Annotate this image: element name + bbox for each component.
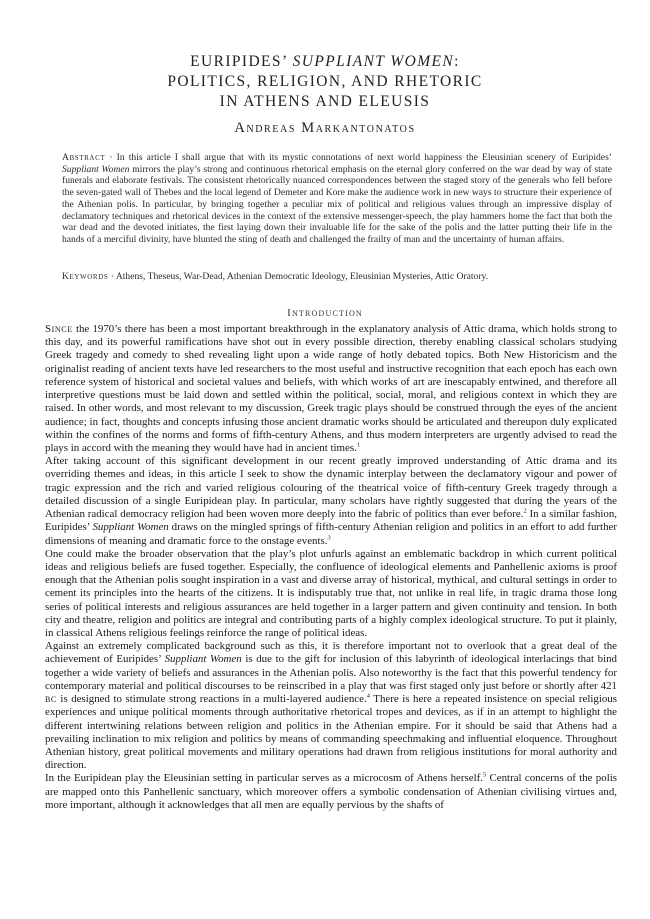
title-play-name: SUPPLIANT WOMEN (292, 53, 455, 70)
section-heading-introduction: Introduction (287, 307, 363, 319)
paragraph-text: In a similar fashion, Euripides’ (45, 508, 617, 534)
abstract-play-name: Suppliant Women (62, 163, 130, 175)
article-title (0, 52, 650, 112)
paragraph-text: There is here a repeated insistence on special religious experiences and unique political moments through authoritative rhetorical tropes and devices, as if in an attempt to highlight the different intertwining relations between religion and politics in the Athenian empire. For it should be said that Athens had a prevailing inclination to mix religion and politics by means of commanding speechmaking and influential eloquence. Throughout Athenian history, great political movements and military operations had drawn from religious institutions for moral authority and direction. (45, 693, 617, 772)
abstract-text: mirrors the play’s strong and continuous rhetorical emphasis on the eternal glory conferred on the war dead by way of state funerals and elaborate festivals. The consistent rhetorically nuanced correspondences between the staged story of the generals who fell before the seven-gated wall of Thebes and the local legend of Demeter and Kore make the audience work in new ways to structure their experience of the Athenian polis. In particular, by bringing together a peculiar mix of political and religious values through an impressive display of declamatory techniques and rhetorical devices in the context of the extensive messenger-speech, the play hammers home the fact that both the war dead and the devoted initiates, the first laying down their invaluable life for the sake of the polis and the latter putting their life in the hands of a merciful divinity, have blunted the sting of death and challenged the frailty of man and the uncertainty of human affairs. (62, 163, 612, 245)
paragraph-text: is designed to stimulate strong reactions in a multi-layered audience. (56, 693, 367, 706)
title-line-3: IN ATHENS AND ELEUSIS (219, 93, 431, 110)
author-name: Andreas Markantonatos (234, 120, 416, 136)
paragraph-text: the 1970’s there has been a most important breakthrough in the explanatory analysis of Attic drama, which holds strong to this day, and its powerful ramifications have shot out in every possible direction, thereby enabling classical scholars studying Greek tragedy and comedy to shed revealing light upon a wide range of hotly debated topics. Both New Historicism and the originalist reading of ancient texts have led researchers to the most useful and instructive recognition that each epoch has each own reference system of historical and societal values and beliefs, with which works of art are inescapably entwined, and therefore all interpretive questions must be laid down and settled within the political, social, moral, and religious context in which they are raised. In other words, and most relevant to my discussion, Greek tragic plays should be construed through the eyes of the ancient audience; in fact, thoughts and concepts infusing those ancient dramatic works should be articulated and thereupon duly explicated within the confines of the norms and forms of fifth-century Athens, and thus modern interpreters are urgently advised to read the plays in accord with the meaning they would have had in ancient times. (45, 323, 617, 454)
article-body (45, 323, 617, 812)
title-line-2: POLITICS, RELIGION, AND RHETORIC (167, 73, 483, 90)
paragraph-5 (45, 772, 617, 812)
title-colon: : (454, 53, 460, 70)
keywords-text: Athens, Theseus, War-Dead, Athenian Democratic Ideology, Eleusinian Mysteries, Attic Oratory. (115, 271, 489, 282)
footnote-marker: 1 (356, 441, 361, 449)
footnote-marker: 3 (327, 533, 331, 541)
paragraph-text: Against an extremely complicated background such as this, it is therefore important not to overlook that a great deal of the achievement of Euripides’ (45, 640, 617, 666)
keywords-label: Keywords (62, 271, 109, 282)
paragraph-text: In the Euripidean play the Eleusinian setting in particular serves as a microcosm of Athens herself. (45, 772, 483, 785)
abstract-label: Abstract (62, 152, 106, 163)
paragraph-text: Central concerns of the polis are mapped onto this Panhellenic sanctuary, which moreover offers a symbolic condensation of Athenian civilising virtues and, more important, although it acknowledges that all men are equally pervious by the shafts of (45, 772, 617, 811)
abstract (62, 152, 612, 246)
keywords-separator: · (108, 271, 116, 282)
footnote-marker: 5 (482, 771, 487, 779)
paragraph-2 (45, 455, 617, 548)
title-text: EURIPIDES’ (190, 53, 293, 70)
footnote-marker: 2 (523, 507, 527, 515)
paragraph-lead-word: Since (45, 323, 73, 335)
paragraph-text: draws on the mingled springs of fifth-century Athenian religion and politics in an effort to add further dimensions of meaning and dramatic force to the onstage events. (45, 521, 617, 547)
paragraph-text: After taking account of this significant development in our recent greatly improved understanding of Attic drama and its overriding themes and ideas, in this article I seek to show the dynamic interplay between the declamatory vigour and power of tragic expression and the rich and varied religious colouring of the theatrical voice of fifth-century Greek tragedy through a detailed discussion of a single Euripidean play. In particular, many scholars have rightly suggested that during the years of the Athenian radical democracy religion had been woven more deeply into the fabric of politics than ever before. (45, 455, 617, 521)
play-name: Suppliant Women (92, 521, 169, 534)
era-abbreviation: bc (45, 693, 57, 706)
title-line-1 (0, 52, 650, 72)
play-name: Suppliant Women (164, 653, 242, 666)
paragraph-1 (45, 323, 617, 455)
abstract-separator: · (105, 152, 117, 163)
footnote-marker: 4 (366, 692, 370, 700)
paragraph-3: One could make the broader observation that the play’s plot unfurls against an emblematic backdrop in which current political ideas and religious beliefs are fused together. Especially, the confluence of ideological elements and Panhellenic axioms is proof enough that the Athenian polis sought inspiration in a vast and diverse array of historical, mythical, and cultural settings in order to cement its principles into the hearts of the citizens. It is indisputably true that, not unlike in real life, in tragic drama those long series of political interests and religious assurances are held together in a larger pattern and given continuity and tension. In both city and theatre, religion and politics are integral and contributing parts of a highly complex ideological structure. To put it plainly, in classical Athens religious feelings reinforce the range of political ideas. (45, 547, 617, 640)
abstract-text: In this article I shall argue that with its mystic connotations of next world happiness the Eleusinian scenery of Euripides’ (116, 152, 612, 163)
keywords (62, 271, 612, 283)
paragraph-text: is due to the gift for inclusion of this labyrinth of ideological interlacings that bind together a wide variety of beliefs and assurances in the Athenian polis. Also noteworthy is the fact that this powerful tendency for contemporary material and political discourses to be reinscribed in a play that was first staged only just before or shortly after 421 (45, 653, 617, 692)
paragraph-4 (45, 640, 617, 772)
